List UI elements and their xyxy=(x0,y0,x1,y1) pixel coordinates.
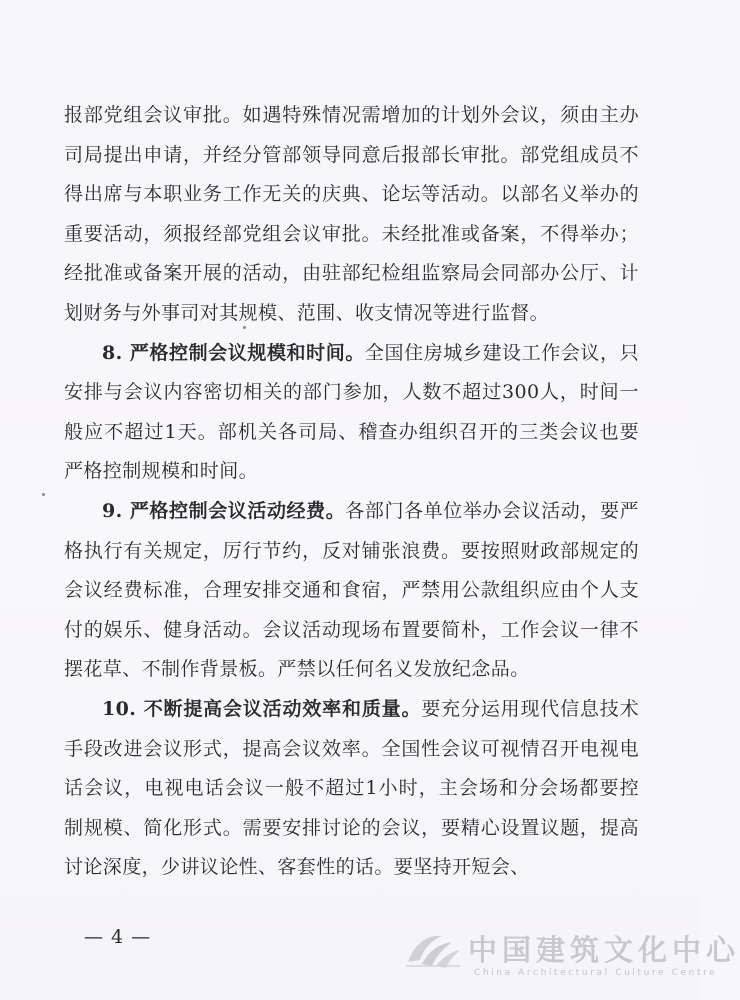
paragraph-continued xyxy=(64,96,639,334)
paragraph-text: 全国住房城乡建设工作会议，只安排与会议内容密切相关的部门参加，人数不超过300人，时间一般应不超过1天。部机关各司局、稽查办组织召开的三类会议也要严格控制规模和时间。 xyxy=(64,341,639,483)
logo-icon xyxy=(402,926,464,970)
paragraph-item-9 xyxy=(64,492,639,690)
paragraph-text: 报部党组会议审批。如遇特殊情况需增加的计划外会议，须由主办司局提出申请，并经分管部领导同意后报部长审批。部党组成员不得出席与本职业务工作无关的庆典、论坛等活动。以部名义举办的重要活动，须报经部党组会议审批。未经批准或备案，不得举办；经批准或备案开展的活动，由驻部纪检组监察局会同部办公厅、计划财务与外事司对其规模、范围、收支情况等进行监督。 xyxy=(64,104,639,324)
page-number: — 4 — xyxy=(84,926,152,948)
scan-speck xyxy=(243,326,246,329)
paragraph-text: 各部门各单位举办会议活动，要严格执行有关规定，厉行节约，反对铺张浪费。要按照财政部规定的会议经费标准，合理安排交通和食宿，严禁用公款组织应由个人支付的娱乐、健身活动。会议活动现场布置要简朴，工作会议一律不摆花草、不制作背景板。严禁以任何名义发放纪念品。 xyxy=(64,499,639,681)
paragraph-heading: 10. 不断提高会议活动效率和质量。 xyxy=(102,697,422,720)
watermark-subtitle: China Architectural Culture Centre xyxy=(474,968,718,978)
watermark-title: 中国建筑文化中心 xyxy=(468,933,740,967)
paragraph-heading: 8. 严格控制会议规模和时间。 xyxy=(102,341,365,364)
paragraph-item-10 xyxy=(64,690,639,888)
document-body xyxy=(64,96,639,888)
paragraph-item-8 xyxy=(64,334,639,492)
paragraph-text: 要充分运用现代信息技术手段改进会议形式，提高会议效率。全国性会议可视情召开电视电话会议，电视电话会议一般不超过1小时，主会场和分会场都要控制规模、简化形式。需要安排讨论的会议，要精心设置议题，提高讨论深度，少讲议论性、客套性的话。要坚持开短会、 xyxy=(64,697,640,879)
watermark xyxy=(400,918,740,988)
paragraph-heading: 9. 严格控制会议活动经费。 xyxy=(102,499,346,522)
scan-speck xyxy=(42,493,45,496)
